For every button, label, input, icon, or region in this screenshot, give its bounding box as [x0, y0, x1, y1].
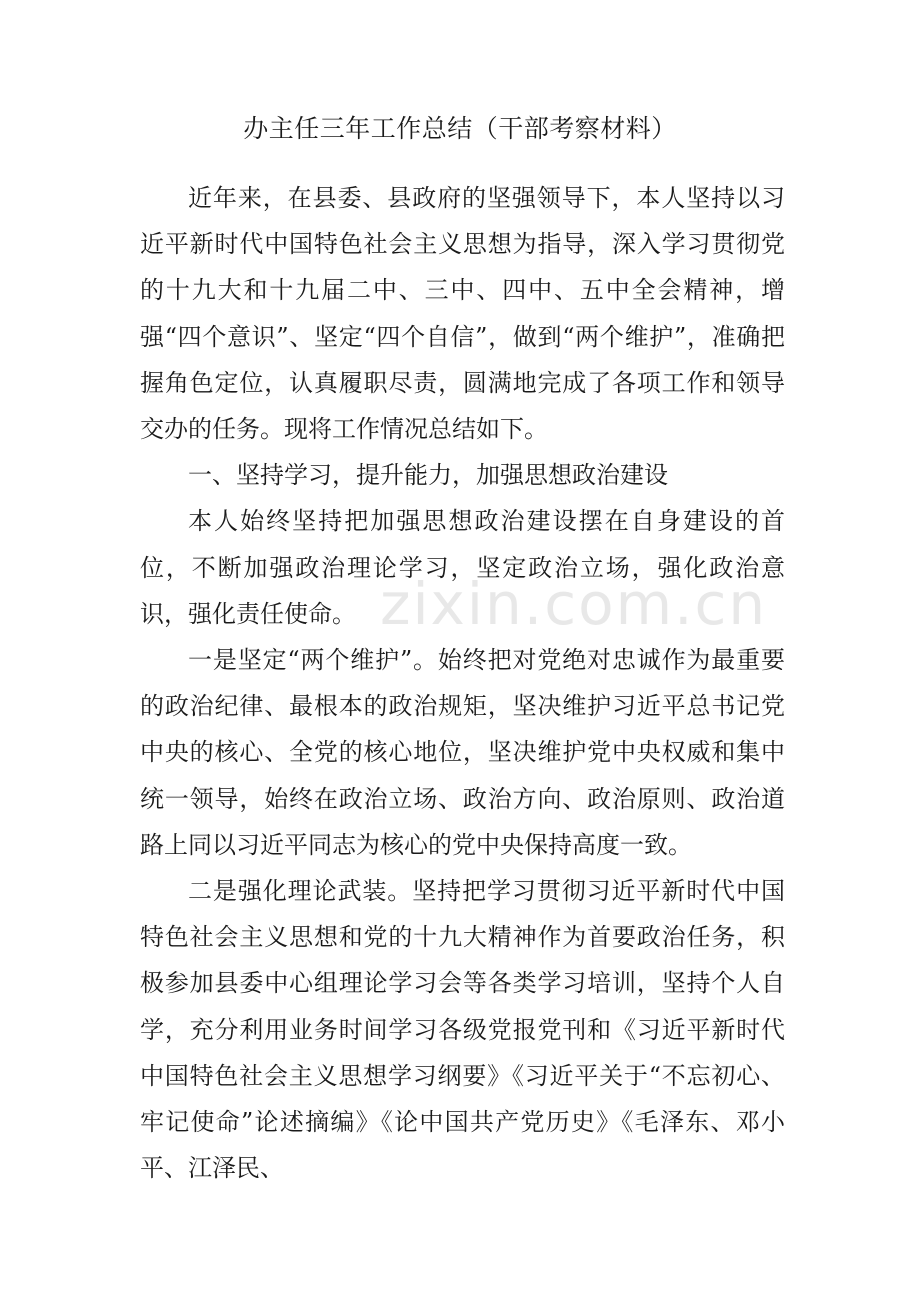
paragraph-point-1: 一是坚定“两个维护”。始终把对党绝对忠诚作为最重要的政治纪律、最根本的政治规矩，坚决维护习近平总书记党中央的核心、全党的核心地位，坚决维护党中央权威和集中统一领导，始终在政治立场、政治方向、政治原则、政治道路上同以习近平同志为核心的党中央保持高度一致。	[140, 646, 785, 859]
document-body	[140, 175, 785, 1191]
watermark: zixin.com.cn	[380, 570, 768, 638]
paragraph-section-1-intro: 本人始终坚持把加强思想政治建设摆在自身建设的首位，不断加强政治理论学习，坚定政治立场，强化政治意识，强化责任使命。	[140, 507, 785, 628]
paragraph-point-2: 二是强化理论武装。坚持把学习贯彻习近平新时代中国特色社会主义思想和党的十九大精神作为首要政治任务，积极参加县委中心组理论学习会等各类学习培训，坚持个人自学，充分利用业务时间学习各级党报党刊和《习近平新时代中国特色社会主义思想学习纲要》《习近平关于“不忘初心、牢记使命”论述摘编》《论中国共产党历史》《毛泽东、邓小平、江泽民、	[140, 877, 785, 1183]
section-heading-1: 一、坚持学习，提升能力，加强思想政治建设	[188, 461, 668, 490]
document-title: 办主任三年工作总结（干部考察材料）	[243, 114, 677, 143]
paragraph-intro: 近年来，在县委、县政府的坚强领导下，本人坚持以习近平新时代中国特色社会主义思想为指导，深入学习贯彻党的十九大和十九届二中、三中、四中、五中全会精神，增强“四个意识”、坚定“四个自信”，做到“两个维护”，准确把握角色定位，认真履职尽责，圆满地完成了各项工作和领导交办的任务。现将工作情况总结如下。	[140, 184, 785, 444]
